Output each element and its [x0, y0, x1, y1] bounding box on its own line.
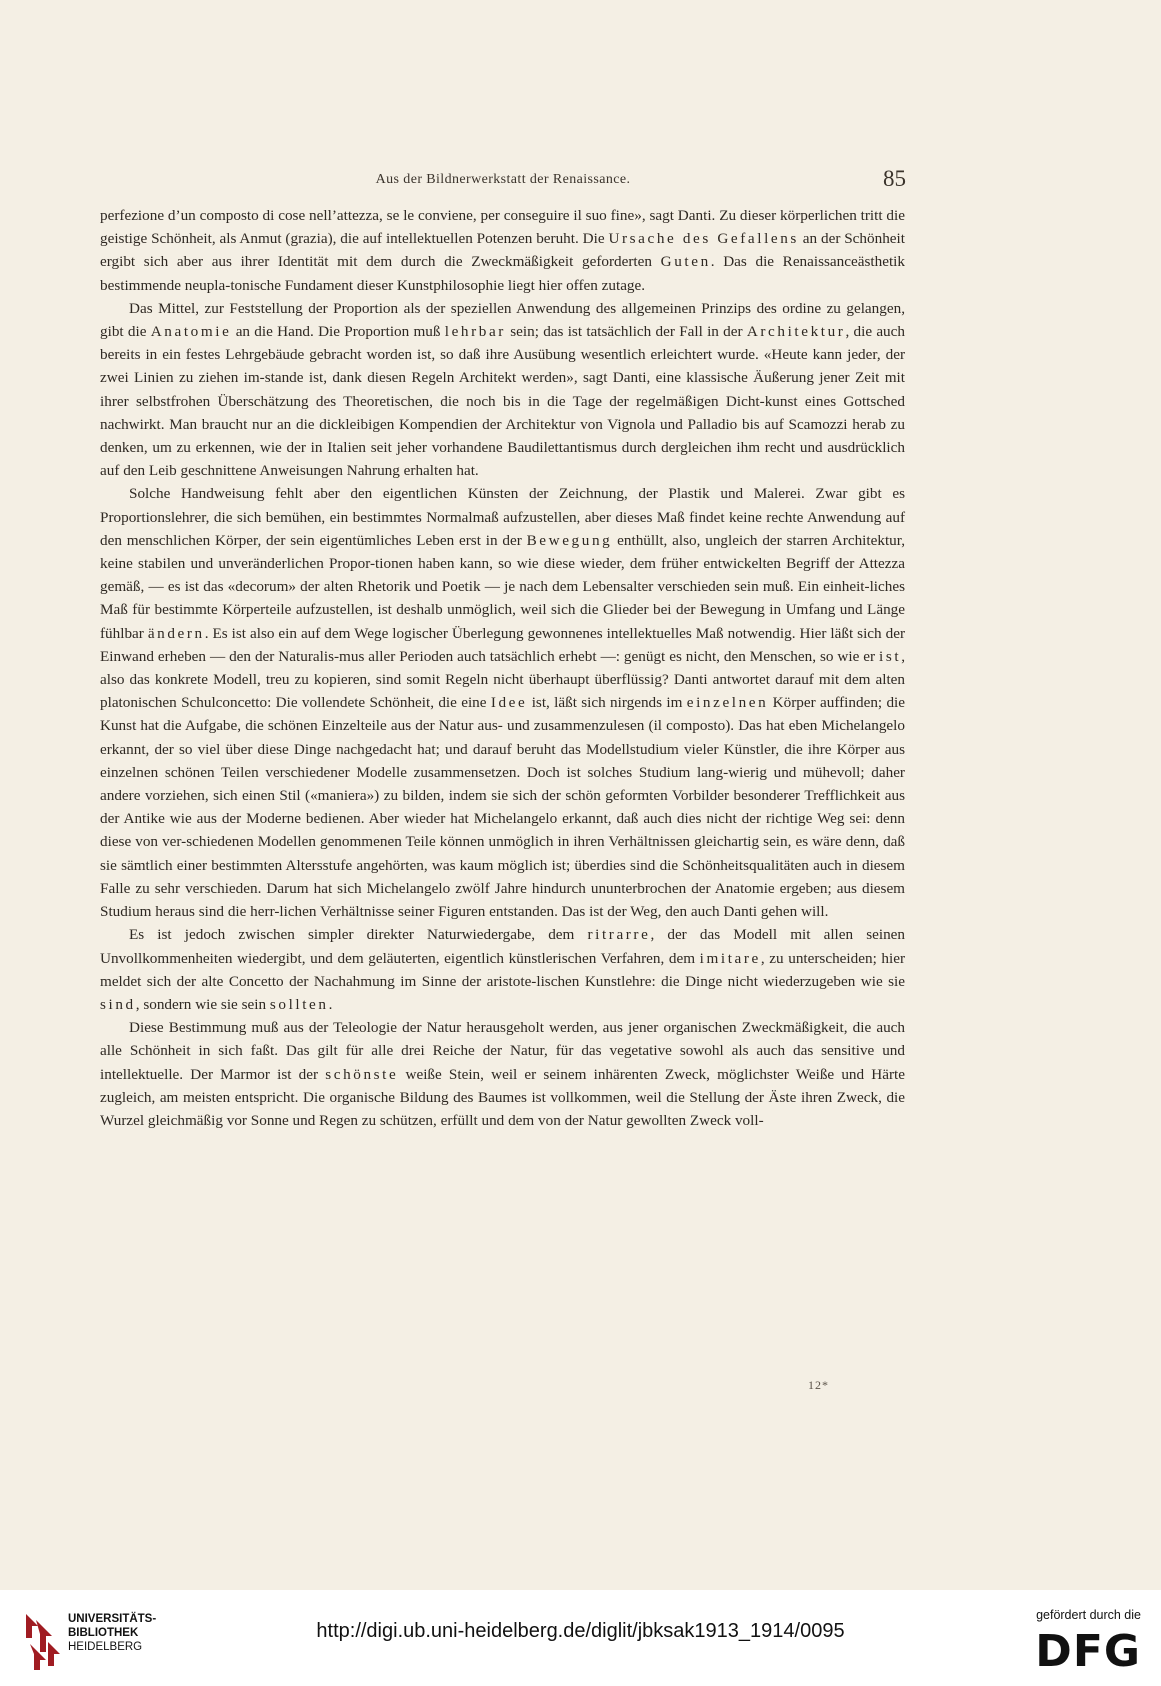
paragraph [100, 923, 905, 1016]
body-text [100, 204, 905, 1132]
printer-signature: 12* [808, 1378, 829, 1392]
text-run: , der das Modell mit allen seinen Unvollkommenheiten wiedergibt, und dem geläuterten, eigentlich künstlerischen Verfahren, dem [100, 926, 906, 967]
spaced-emphasis: Idee [490, 694, 528, 712]
paragraph [100, 482, 905, 923]
spaced-emphasis: imitare [699, 949, 761, 967]
text-run: Es ist jedoch zwischen simpler direkter Naturwiedergabe, dem [129, 926, 588, 944]
text-run: ist, läßt sich nirgends im [527, 694, 687, 712]
text-run: . [328, 995, 333, 1013]
page-number: 85 [883, 166, 906, 191]
spaced-emphasis: lehrbar [444, 323, 506, 341]
text-run: Körper auffinden; die Kunst hat die Aufgabe, die schönen Einzelteile aus der Natur aus- und zusammenzulesen (il composto). Das hat eben Michelangelo erkannt, der so viel über diese Dinge nachgedacht hat; und darauf beruht das Modellstudium vieler Künstler, die ihre Körper aus einzelnen schönen Teilen verschiedener Modelle zusammensetzen. Doch ist solches Studium lang-wierig und mühevoll; daher andere vorziehen, sich einen Stil («maniera») zu bilden, indem sie sich der schön geformten Vorbilder besonderer Trefflichkeit aus der Antike wie aus der Moderne bedienen. Aber wieder hat Michelangelo erkannt, daß auch dies nicht der richtige Weg sei: denn diese von ver-schiedenen Modellen genommenen Teile können unmöglich in ihren Verhältnissen gleichartig sein, es wäre denn, daß sie sämtlich einer bestimmten Altersstufe angehörten, was kaum möglich ist; überdies sind die Schönheitsqualitäten auch in diesem Falle zu sehr verschieden. Darum hat sich Michelangelo zwölf Jahre hindurch ununterbrochen der Anatomie ergeben; aus diesem Studium heraus sind die herr-lichen Verhältnisse seiner Figuren entstanden. Das ist der Weg, den auch Danti gehen will. [100, 694, 906, 921]
text-run: sein; das ist tatsächlich der Fall in der [505, 323, 747, 341]
text-run: Diese Bestimmung muß aus der Teleologie der Natur herausgeholt werden, aus jener organischen Zweckmäßigkeit, die auch alle Schönheit in sich faßt. Das gilt für alle drei Reiche der Natur, für das vegetative sowohl als auch das sensitive und intellektuelle. Der Marmor ist der [100, 1019, 905, 1083]
spaced-emphasis: ritrarre [587, 926, 651, 944]
spaced-emphasis: schönste [325, 1065, 399, 1083]
viewer-footer [0, 1590, 1161, 1686]
spaced-emphasis: Ursache des Gefallens [608, 230, 799, 248]
spaced-emphasis: Architektur [746, 323, 846, 341]
library-name-line-3: HEIDELBERG [68, 1641, 143, 1653]
spaced-emphasis: ändern [147, 624, 205, 642]
text-run: an die Hand. Die Proportion muß [231, 323, 445, 341]
text-run: enthüllt, also, ungleich der starren Architektur, keine stabilen und unveränderlichen Propor-tionen haben kann, so wie diese wieder, dem früher entwickelten Begriff der Attezza gemäß, — es ist das «decorum» der alten Rhetorik und Poetik — je nach dem Lebensalter verschieden sein muß. Ein einheit-liches Maß für bestimmte Körperteile aufzustellen, ist deshalb unmöglich, weil sich die Glieder bei der Bewegung in Umfang und Länge fühlbar [100, 531, 906, 642]
spaced-emphasis: Bewegung [526, 531, 613, 549]
text-run: perfezione d’un composto di cose nell’attezza, se le conviene, per conseguire il suo fine», sagt Danti. Zu dieser körperlichen tritt die geistige Schönheit, als Anmut (grazia), die auf intellektuellen Potenzen beruht. Die [100, 207, 905, 248]
dfg-logo: DFG [1035, 1626, 1141, 1677]
text-run: , die auch bereits in ein festes Lehrgebäude gebracht worden ist, so daß ihre Ausübung wesentlich erleichtert wurde. «Heute kann jeder, der zwei Linien zu ziehen im-stande ist, dank diesen Regeln Architekt werden», sagt Danti, eine klassische Äußerung jener Zeit mit ihrer selbstfrohen Überschätzung des Theoretischen, die noch bis in die Tage der regelmäßigen Dicht-kunst eines Gottsched nachwirkt. Man braucht nur an die dickleibigen Kompendien der Architektur von Vignola und Palladio bis auf Scamozzi herab zu denken, um zu erkennen, wie der in Italien seit jeher vorhandene Baudilettantismus durch dergleichen ihm recht und ausdrücklich auf den Leib geschnittene Anweisungen Nahrung erhalten hat. [100, 323, 905, 480]
text-run: . Das die Renaissanceästhetik bestimmende neupla-tonische Fundament dieser Kunstphilosophie liegt hier offen zutage. [100, 253, 905, 294]
spaced-emphasis: sollten [269, 995, 329, 1013]
library-name-line-2: BIBLIOTHEK [68, 1627, 139, 1639]
spaced-emphasis: ist [879, 647, 902, 665]
spaced-emphasis: Anatomie [150, 323, 232, 341]
permalink-url[interactable]: http://digi.ub.uni-heidelberg.de/diglit/jbksak1913_1914/0095 [316, 1620, 845, 1642]
funding-note: gefördert durch die [1036, 1608, 1141, 1622]
running-head [100, 166, 906, 192]
text-run: Das Mittel, zur Feststellung der Proportion als der speziellen Anwendung des allgemeinen Prinzips des ordine zu gelangen, gibt die [100, 299, 905, 341]
paragraph [100, 204, 905, 297]
library-name-line-1: UNIVERSITÄTS- [68, 1613, 157, 1625]
paragraph [100, 1016, 905, 1132]
text-run: , zu unterscheiden; hier meldet sich der alte Concetto der Nachahmung im Sinne der aristote-lischen Kunstlehre: die Dinge nicht wiederzugeben wie sie [100, 949, 905, 990]
text-run: . Es ist also ein auf dem Wege logischer Überlegung gewonnenes intellektuelles Maß notwendig. Hier läßt sich der Einwand erheben — den der Naturalis-mus aller Perioden auch tatsächlich erhebt —: genügt es nicht, den Menschen, so wie er [100, 624, 905, 665]
text-run: , sondern wie sie sein [135, 995, 270, 1013]
text-run: an der Schönheit ergibt sich aber aus ihrer Identität mit dem durch die Zweckmäßigkeit geforderten [100, 230, 905, 271]
text-run: , also das konkrete Modell, treu zu kopieren, sind somit Regeln nicht überhaupt überflüssig? Danti antwortet darauf mit dem alten platonischen Schulconcetto: Die vollendete Schönheit, die eine [100, 647, 905, 712]
text-run: weiße Stein, weil er seinem inhärenten Zweck, möglichster Weiße und Härte zugleich, am meisten entspricht. Die organische Bildung des Baumes ist vollkommen, weil die Stellung der Äste ihren Zweck, die Wurzel gleichmäßig vor Sonne und Regen zu schützen, erfüllt und dem von der Natur gewollten Zweck voll- [100, 1065, 906, 1129]
spaced-emphasis: sind [100, 995, 136, 1013]
spaced-emphasis: einzelnen [686, 694, 769, 712]
spaced-emphasis: Guten [660, 253, 711, 271]
text-run: Solche Handweisung fehlt aber den eigentlichen Künsten der Zeichnung, der Plastik und Malerei. Zwar gibt es Proportionslehrer, die sich bemühen, ein bestimmtes Normalmaß aufzustellen, aber dieses Maß findet keine rechte Anwendung auf den menschlichen Körper, der sein eigentümliches Leben erst in der [100, 485, 905, 549]
running-title: Aus der Bildnerwerkstatt der Renaissance. [375, 172, 631, 187]
paragraph [100, 297, 905, 483]
